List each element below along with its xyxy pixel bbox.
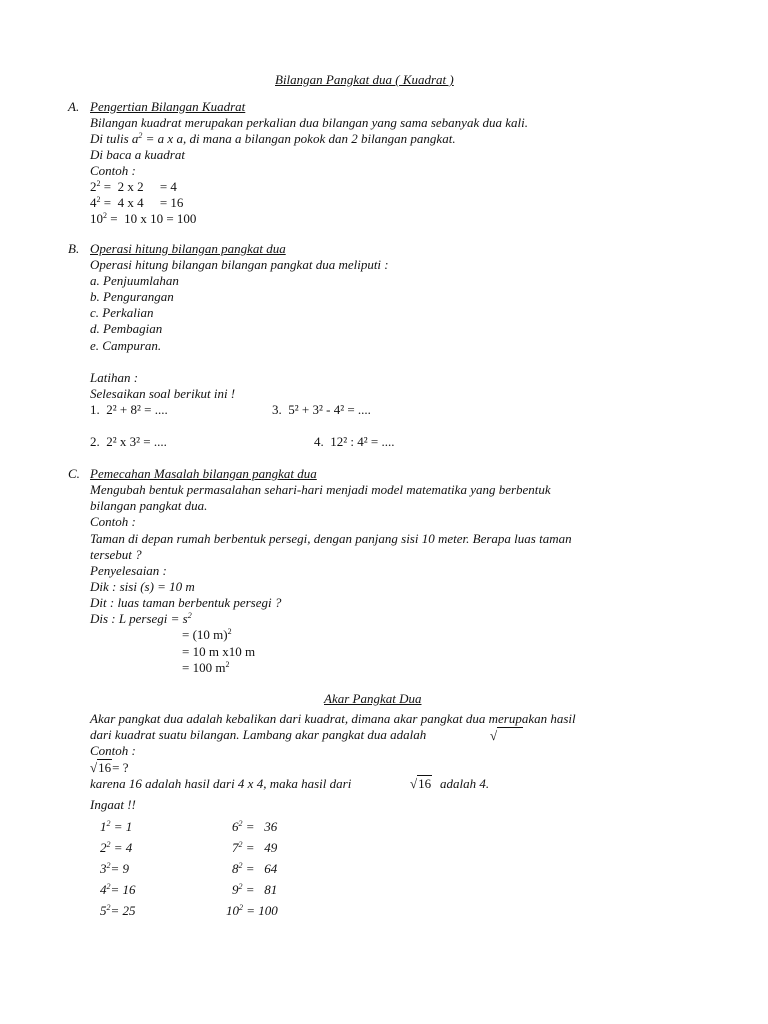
solution-step-2: = 10 m x10 m	[182, 644, 256, 659]
operation-item: b. Pengurangan	[90, 289, 174, 304]
sqrt-example: √16= ?	[90, 760, 129, 775]
akar-contoh: Contoh :	[90, 743, 136, 758]
section-b-letter: B.	[68, 241, 80, 256]
solution-known: Dik : sisi (s) = 10 m	[90, 579, 195, 594]
section-a-notation: Di tulis $a^2 = a$ x a, di mana a bilangan pokok dan 2 bilangan pangkat.	[90, 131, 456, 146]
problem-text-1: Taman di depan rumah berbentuk persegi, dengan panjang sisi 10 meter. Berapa luas taman	[90, 531, 572, 546]
exercise-2: 2. 2² x 3² = ....	[90, 434, 167, 449]
example-line-1: $2^2 = 2$ x 2 = 4	[90, 179, 177, 194]
document-title: Bilangan Pangkat dua ( Kuadrat )	[275, 72, 454, 87]
section-c-contoh: Contoh :	[90, 514, 136, 529]
section-a-definition: Bilangan kuadrat merupakan perkalian dua bilangan yang sama sebanyak dua kali.	[90, 115, 528, 130]
solution-step-3: = 100 $m^2$	[182, 660, 230, 675]
square-fact: $5^2= 25$	[100, 903, 136, 918]
problem-text-2: tersebut ?	[90, 547, 142, 562]
exercise-4: 4. 12² : 4² = ....	[314, 434, 395, 449]
example-line-3: $10^2 = 10$ x 10 = 100	[90, 211, 197, 226]
square-fact: $9^2 = 81$	[232, 882, 278, 897]
square-fact: $2^2 = 4$	[100, 840, 133, 855]
square-fact: $1^2 = 1$	[100, 819, 133, 834]
exercise-1: 1. 2² + 8² = ....	[90, 402, 168, 417]
section-c-letter: C.	[68, 466, 80, 481]
section-c-desc-2: bilangan pangkat dua.	[90, 498, 208, 513]
section-c-desc-1: Mengubah bentuk permasalahan sehari-hari menjadi model matematika yang berbentuk	[90, 482, 551, 497]
section-a-read: Di baca a kuadrat	[90, 147, 185, 162]
latihan-instruction: Selesaikan soal berikut ini !	[90, 386, 236, 401]
operation-item: e. Campuran.	[90, 338, 162, 353]
akar-heading: Akar Pangkat Dua	[324, 691, 422, 706]
latihan-label: Latihan :	[90, 370, 139, 385]
akar-definition-2: dari kuadrat suatu bilangan. Lambang akar pangkat dua adalah	[90, 727, 427, 742]
solution-step-1: = (10 m)$^2$	[182, 627, 232, 642]
square-fact: $6^2 = 36$	[232, 819, 278, 834]
square-fact: $4^2= 16$	[100, 882, 136, 897]
section-c-heading: Pemecahan Masalah bilangan pangkat dua	[90, 466, 317, 481]
solution-asked: Dit : luas taman berbentuk persegi ?	[90, 595, 282, 610]
exercise-3: 3. 5² + 3² - 4² = ....	[272, 402, 371, 417]
operation-item: a. Penjuumlahan	[90, 273, 179, 288]
operation-item: c. Perkalian	[90, 305, 154, 320]
square-fact: $3^2= 9$	[100, 861, 130, 876]
operation-item: d. Pembagian	[90, 321, 163, 336]
square-fact: $8^2 = 64$	[232, 861, 278, 876]
section-a-letter: A.	[68, 99, 80, 114]
example-line-2: $4^2 = 4$ x 4 = 16	[90, 195, 184, 210]
square-fact: $7^2 = 49$	[232, 840, 278, 855]
akar-explanation: karena 16 adalah hasil dari 4 x 4, maka hasil dari	[90, 776, 352, 791]
section-b-heading: Operasi hitung bilangan pangkat dua	[90, 241, 286, 256]
square-fact: $10^2 = 100$	[226, 903, 278, 918]
ingat-label: Ingaat !!	[90, 797, 136, 812]
akar-definition-1: Akar pangkat dua adalah kebalikan dari kuadrat, dimana akar pangkat dua merupakan hasil	[90, 711, 576, 726]
solution-formula: Dis : L persegi = $s^2$	[90, 611, 192, 626]
section-a-heading: Pengertian Bilangan Kuadrat	[90, 99, 246, 114]
section-a-contoh: Contoh :	[90, 163, 136, 178]
sqrt-16: √16	[410, 776, 432, 791]
akar-explanation-end: adalah 4.	[440, 776, 490, 791]
solution-label: Penyelesaian :	[90, 563, 167, 578]
section-b-intro: Operasi hitung bilangan bilangan pangkat dua meliputi :	[90, 257, 389, 272]
sqrt-symbol: √	[490, 727, 523, 743]
